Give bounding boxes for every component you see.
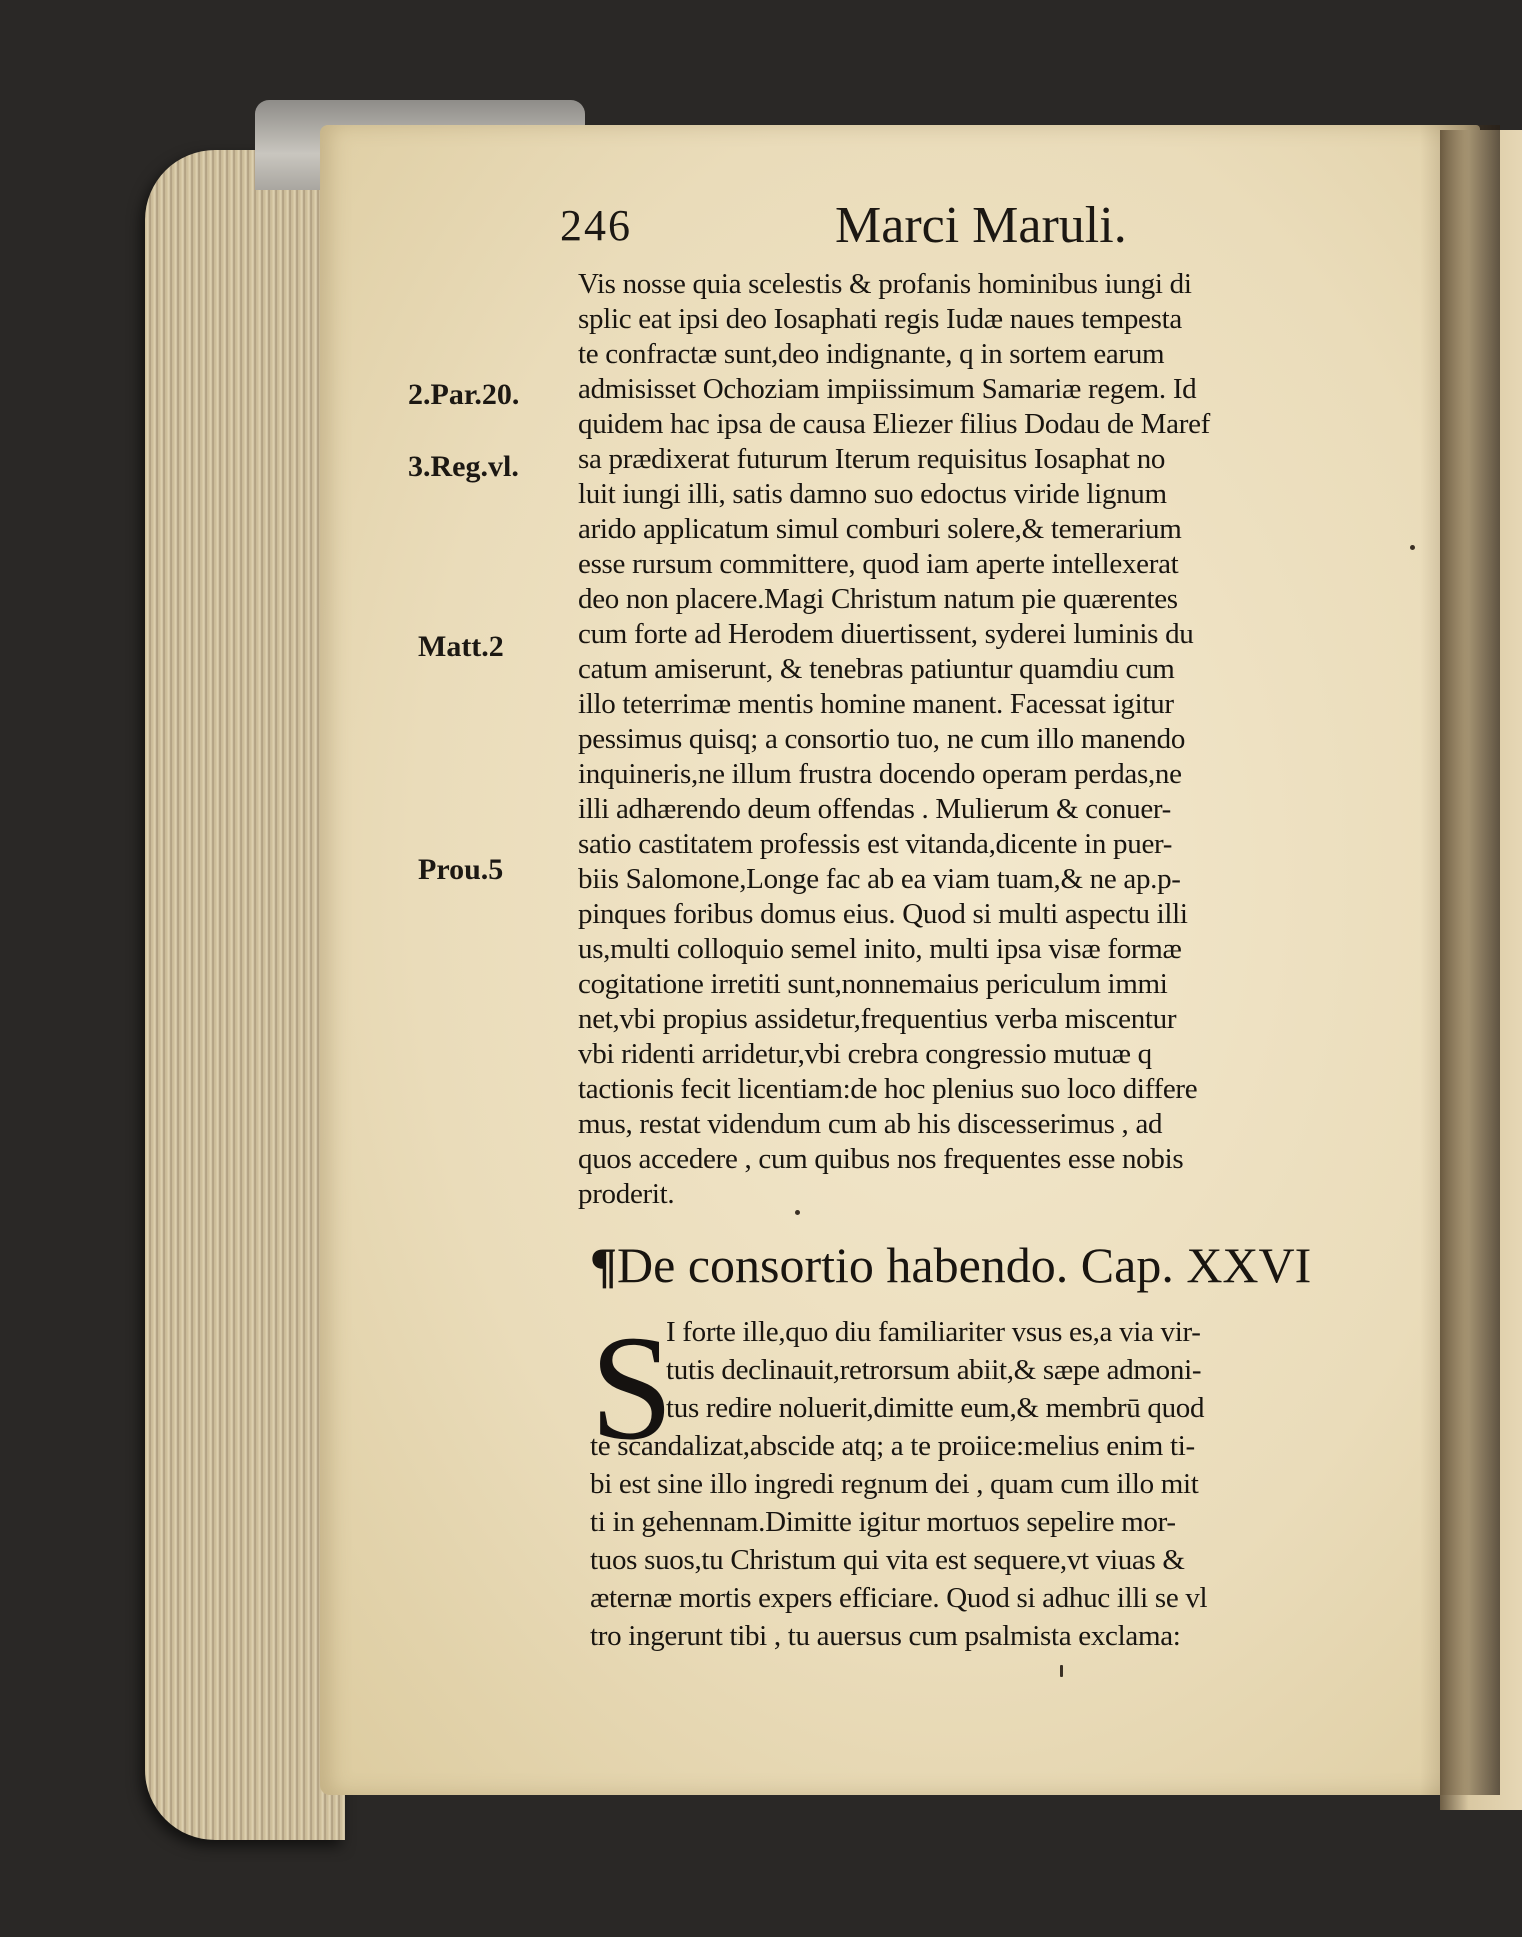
text-line: cum forte ad Herodem diuertissent, syderei luminis du	[578, 618, 1194, 650]
text-line: biis Salomone,Longe fac ab ea viam tuam,& ne ap.p-	[578, 863, 1181, 895]
running-title: Marci Maruli.	[835, 197, 1127, 254]
margin-note: Prou.5	[418, 853, 504, 886]
book-page-edges	[145, 150, 345, 1840]
pilcrow-mark: ¶	[590, 1237, 618, 1293]
text-line: net,vbi propius assidetur,frequentius verba miscentur	[578, 1003, 1177, 1035]
text-line: quidem hac ipsa de causa Eliezer filius Dodau de Maref	[578, 408, 1211, 440]
text-line: splic eat ipsi deo Iosaphati regis Iudæ naues tempesta	[578, 303, 1182, 335]
margin-note: 2.Par.20.	[408, 378, 520, 411]
text-line: pinques foribus domus eius. Quod si multi aspectu illi	[578, 898, 1188, 930]
chapter-heading	[590, 1236, 1311, 1294]
text-line: satio castitatem professis est vitanda,dicente in puer-	[578, 828, 1173, 860]
text-line: inquineris,ne illum frustra docendo operam perdas,ne	[578, 758, 1182, 790]
margin-note: 3.Reg.vl.	[408, 450, 519, 483]
drop-cap-initial: S	[590, 1305, 674, 1471]
chapter-text-line: tutis declinauit,retrorsum abiit,& sæpe admoni-	[666, 1354, 1202, 1386]
text-line: esse rursum committere, quod iam aperte intellexerat	[578, 548, 1179, 580]
paper-speck	[1060, 1665, 1063, 1677]
text-line: arido applicatum simul comburi solere,& temerarium	[578, 513, 1182, 545]
chapter-text-line: te scandalizat,abscide atq; a te proiice:melius enim ti-	[590, 1430, 1195, 1462]
text-line: illo teterrimæ mentis homine manent. Facessat igitur	[578, 688, 1174, 720]
text-line: tactionis fecit licentiam:de hoc plenius suo loco differe	[578, 1073, 1198, 1105]
text-line: cogitatione irretiti sunt,nonnemaius periculum immi	[578, 968, 1168, 1000]
text-line: us,multi colloquio semel inito, multi ipsa visæ formæ	[578, 933, 1182, 965]
text-line: luit iungi illi, satis damno suo edoctus viride lignum	[578, 478, 1167, 510]
chapter-text-line: I forte ille,quo diu familiariter vsus es,a via vir-	[666, 1316, 1201, 1348]
text-line: vbi ridenti arridetur,vbi crebra congressio mutuæ q	[578, 1038, 1152, 1070]
chapter-text-line: tro ingerunt tibi , tu auersus cum psalmista exclama:	[590, 1620, 1181, 1652]
text-line: deo non placere.Magi Christum natum pie quærentes	[578, 583, 1178, 615]
text-line: catum amiserunt, & tenebras patiuntur quamdiu cum	[578, 653, 1175, 685]
text-line: illi adhærendo deum offendas . Mulierum & conuer-	[578, 793, 1172, 825]
chapter-title: De consortio habendo. Cap. XXVI	[617, 1237, 1312, 1293]
text-line: admisisset Ochoziam impiissimum Samariæ regem. Id	[578, 373, 1197, 405]
chapter-text-line: ti in gehennam.Dimitte igitur mortuos sepelire mor-	[590, 1506, 1176, 1538]
text-line: mus, restat videndum cum ab his discesserimus , ad	[578, 1108, 1163, 1140]
text-line: te confractæ sunt,deo indignante, q in sortem earum	[578, 338, 1165, 370]
paper-speck	[1410, 545, 1415, 550]
chapter-text-line: bi est sine illo ingredi regnum dei , quam cum illo mit	[590, 1468, 1199, 1500]
text-line: quos accedere , cum quibus nos frequentes esse nobis	[578, 1143, 1184, 1175]
chapter-text-line: æternæ mortis expers efficiare. Quod si adhuc illi se vl	[590, 1582, 1208, 1614]
paper-speck	[795, 1210, 800, 1215]
chapter-text-line: tuos suos,tu Christum qui vita est sequere,vt viuas &	[590, 1544, 1185, 1576]
text-line: proderit.	[578, 1178, 675, 1210]
text-line: sa prædixerat futurum Iterum requisitus Iosaphat no	[578, 443, 1166, 475]
chapter-text-line: tus redire noluerit,dimitte eum,& membrū quod	[666, 1392, 1205, 1424]
text-line: pessimus quisq; a consortio tuo, ne cum illo manendo	[578, 723, 1186, 755]
page-number: 246	[560, 201, 632, 250]
text-line: Vis nosse quia scelestis & profanis hominibus iungi di	[578, 268, 1192, 300]
margin-note: Matt.2	[418, 630, 504, 663]
page-gutter-shadow	[1420, 125, 1500, 1795]
